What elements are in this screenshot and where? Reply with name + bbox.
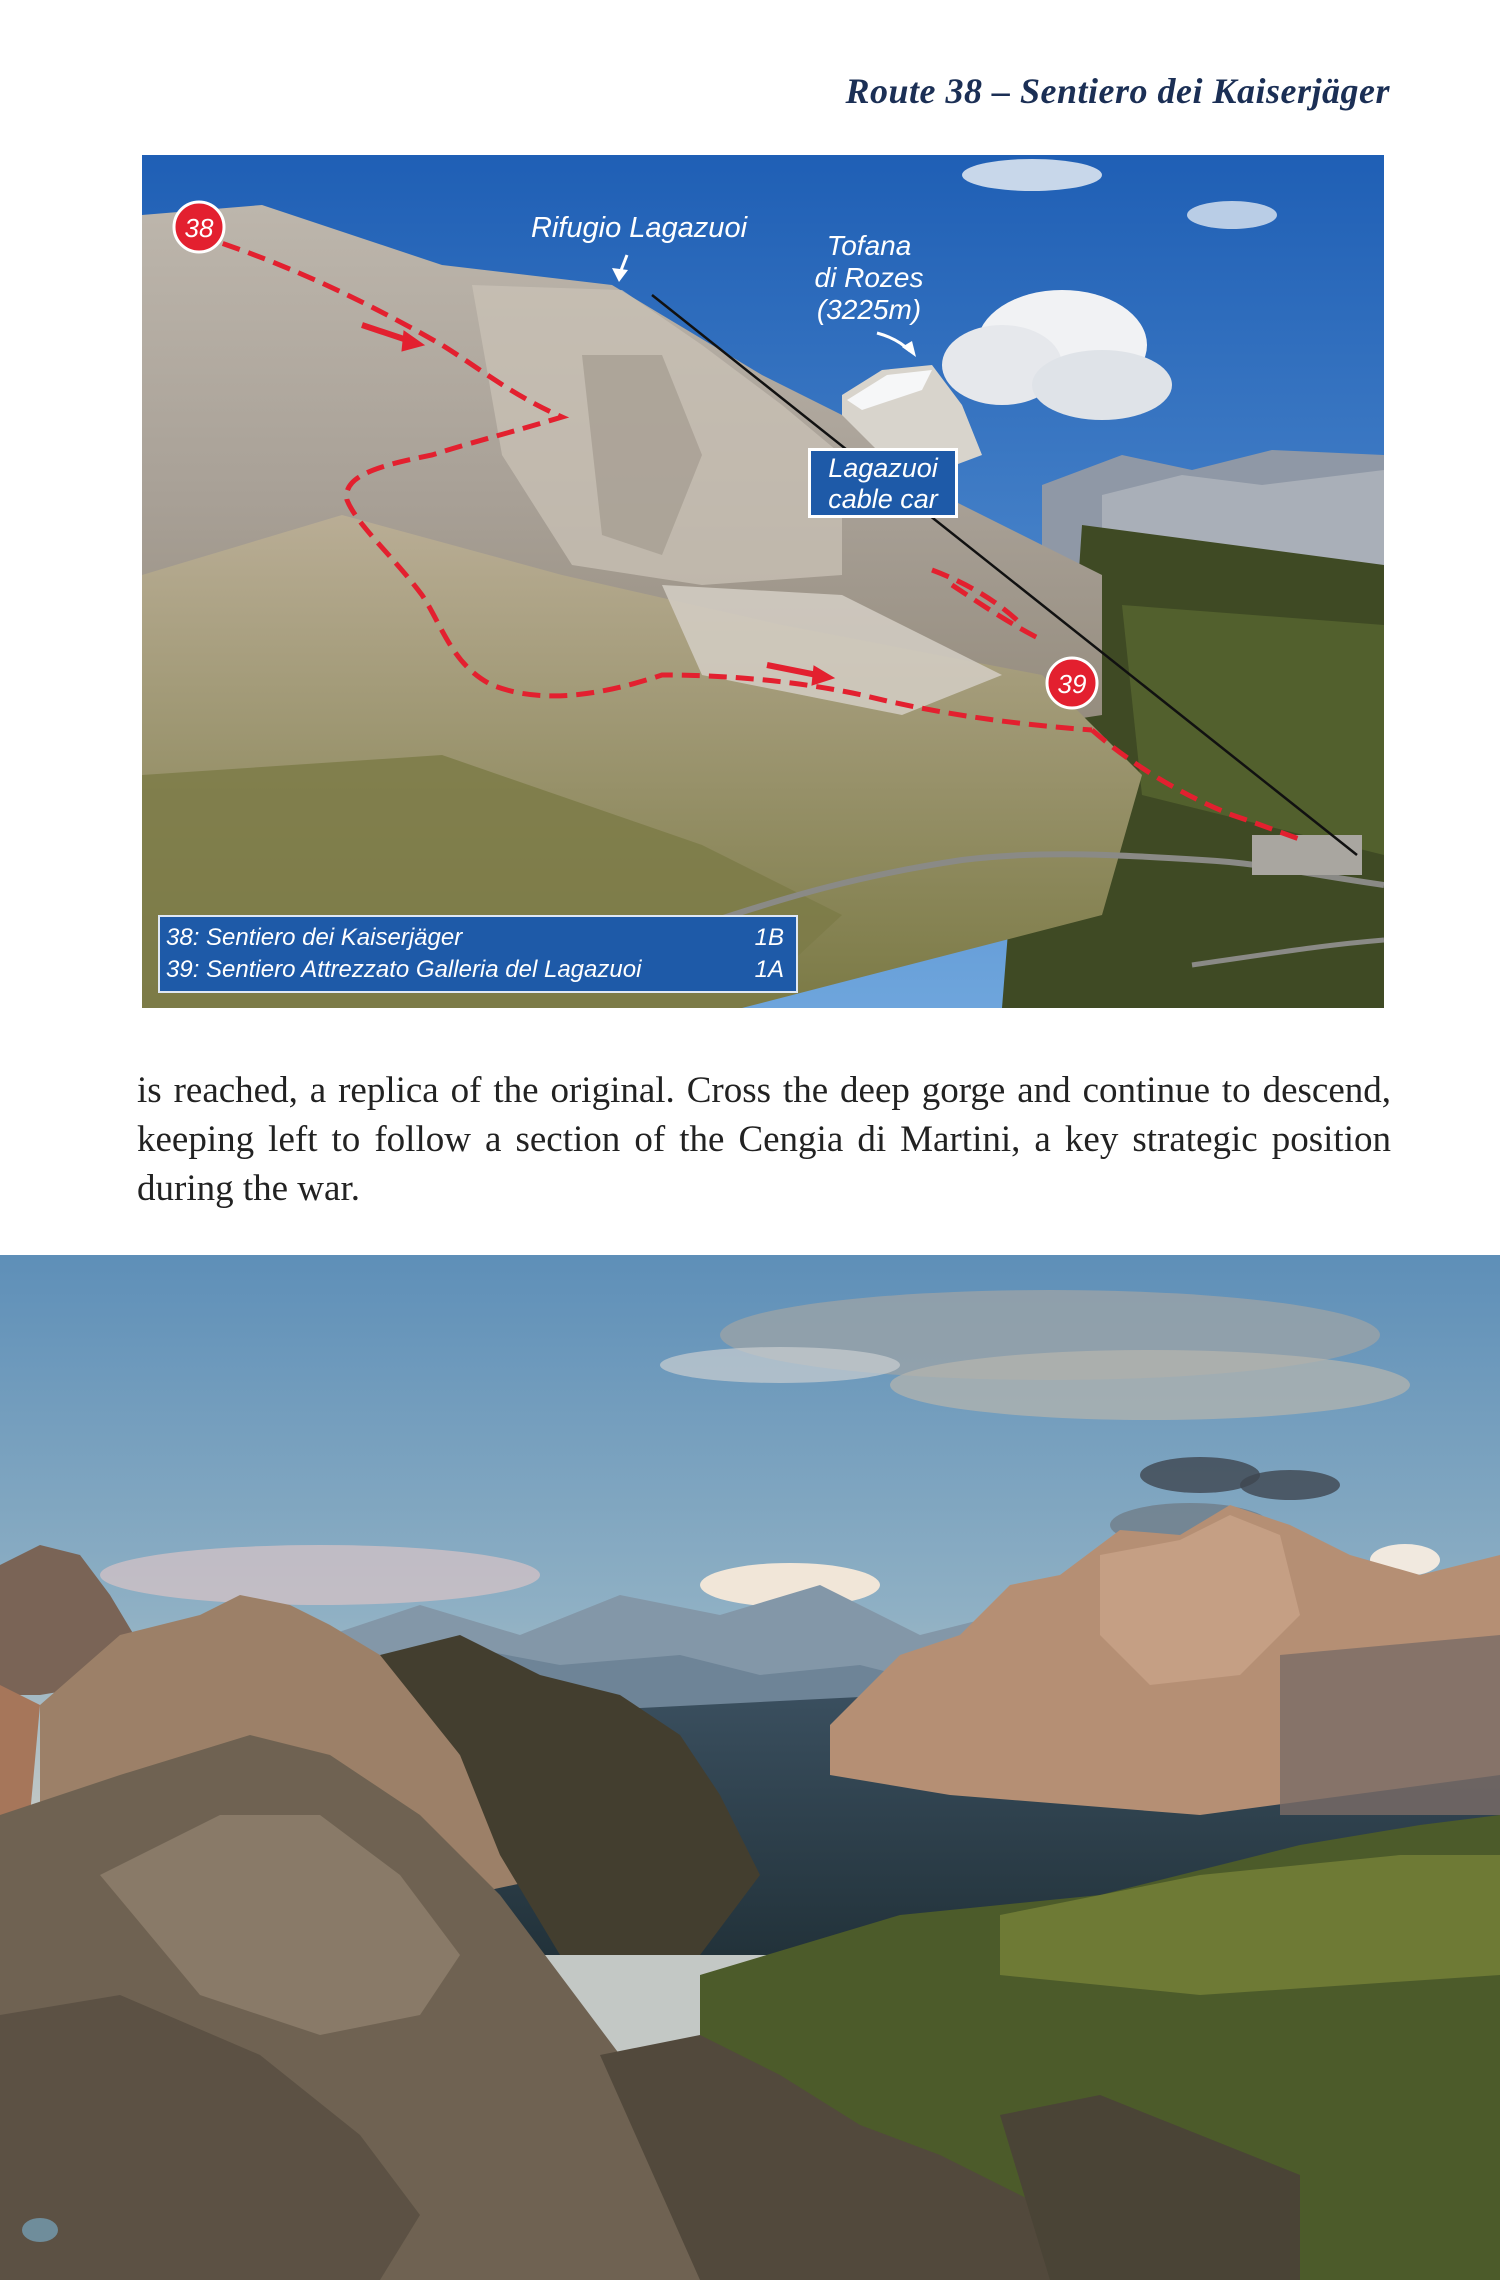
legend-route-name: 39: Sentiero Attrezzato Galleria del Lagazuoi [166, 956, 642, 983]
peak-label-line2: di Rozes [814, 262, 924, 293]
legend-item [166, 922, 784, 954]
cable-car-label [808, 448, 958, 518]
route-map-photo [142, 155, 1384, 1008]
panorama-photo [0, 1255, 1500, 2280]
route-marker-38 [174, 202, 224, 252]
route-marker-38-label: 38 [184, 213, 214, 243]
route-legend [158, 915, 798, 993]
legend-route-grade: 1A [754, 956, 784, 983]
legend-item [166, 954, 784, 986]
route-marker-39 [1047, 658, 1097, 708]
peak-elevation-label: (3225m) [816, 294, 922, 325]
legend-route-name: 38: Sentiero dei Kaiserjäger [166, 924, 463, 951]
cable-car-label-line2: cable car [828, 484, 938, 514]
dolomites-panorama-illustration [0, 1255, 1500, 2280]
legend-route-grade: 1B [754, 924, 784, 951]
mountain-photo-illustration [142, 155, 1384, 1008]
body-paragraph: is reached, a replica of the original. Cross the deep gorge and continue to descend, keeping left to follow a section of the Cengia di Martini, a key strategic position during the war. [137, 1070, 1391, 1209]
running-header: Route 38 – Sentiero dei Kaiserjäger [845, 71, 1390, 111]
peak-label-line1: Tofana [826, 230, 912, 261]
route-marker-39-label: 39 [1057, 669, 1087, 699]
rifugio-label: Rifugio Lagazuoi [530, 212, 748, 244]
cable-car-label-line1: Lagazuoi [828, 453, 938, 483]
